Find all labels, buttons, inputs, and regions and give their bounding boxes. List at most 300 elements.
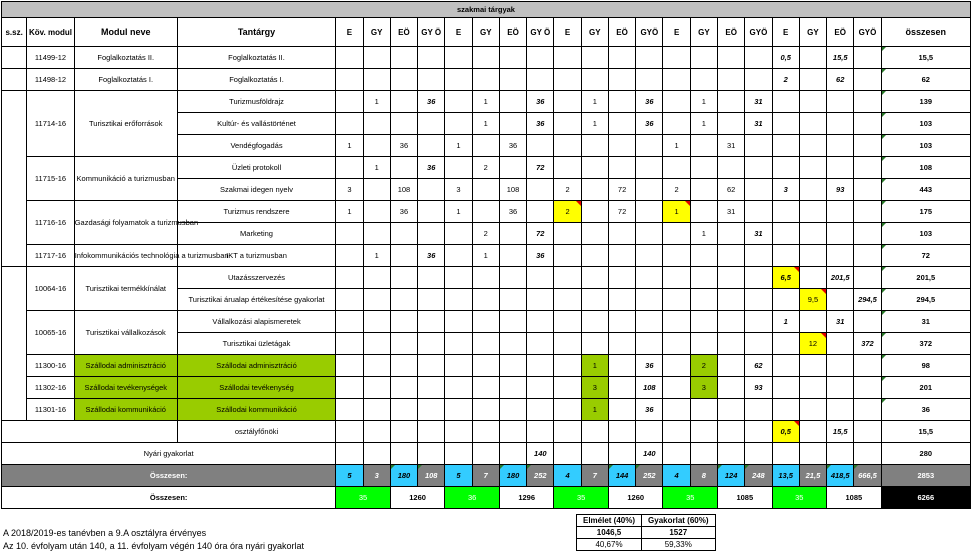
weekly-hours: 35	[663, 487, 718, 509]
hour-cell	[472, 179, 499, 201]
hour-cell	[663, 47, 690, 69]
sum-cell: 144	[608, 465, 635, 487]
table-row	[2, 355, 971, 377]
hour-cell	[554, 113, 581, 135]
hour-cell	[581, 179, 608, 201]
hour-cell	[663, 421, 690, 443]
hour-cell	[527, 333, 554, 355]
hour-cell: 0,5	[772, 421, 799, 443]
hour-cell	[772, 443, 799, 465]
hour-cell	[527, 311, 554, 333]
hour-cell	[799, 223, 826, 245]
hour-cell	[636, 333, 663, 355]
hour-cell	[745, 201, 772, 223]
hour-cell	[636, 201, 663, 223]
sum-cell: 13,5	[772, 465, 799, 487]
subject-name: Turizmus rendszere	[177, 201, 336, 223]
hour-cell	[718, 47, 745, 69]
hour-cell	[581, 245, 608, 267]
hour-cell	[418, 69, 445, 91]
hour-cell	[336, 69, 363, 91]
hour-cell	[445, 421, 472, 443]
hour-cell: 15,5	[827, 47, 854, 69]
hour-cell: 0,5	[772, 47, 799, 69]
hour-cell	[608, 289, 635, 311]
hour-cell: 1	[336, 135, 363, 157]
hour-cell: 108	[636, 377, 663, 399]
hour-cell	[363, 223, 390, 245]
hour-cell: 12	[799, 333, 826, 355]
hour-cell	[608, 91, 635, 113]
hour-cell	[854, 377, 881, 399]
hour-cell	[608, 267, 635, 289]
hour-cell	[554, 311, 581, 333]
header-col: GYÖ	[745, 18, 772, 47]
hour-cell	[827, 443, 854, 465]
hour-cell	[418, 47, 445, 69]
hour-cell	[827, 355, 854, 377]
hour-cell	[472, 311, 499, 333]
hour-cell: 9,5	[799, 289, 826, 311]
hour-cell	[854, 179, 881, 201]
hour-cell	[772, 135, 799, 157]
hour-cell	[636, 157, 663, 179]
hour-cell	[854, 443, 881, 465]
sum-cell: 5	[336, 465, 363, 487]
hour-cell	[472, 421, 499, 443]
hour-cell: 6,5	[772, 267, 799, 289]
hour-cell	[608, 355, 635, 377]
module-name: Turisztikai erőforrások	[74, 91, 177, 157]
hour-cell	[745, 179, 772, 201]
hour-cell	[363, 443, 390, 465]
hour-cell	[390, 267, 417, 289]
subject-name: Foglalkoztatás II.	[177, 47, 336, 69]
hour-cell: 2	[554, 179, 581, 201]
hour-cell	[363, 377, 390, 399]
hour-cell	[799, 135, 826, 157]
header-col: GY	[799, 18, 826, 47]
hour-cell	[608, 421, 635, 443]
hour-cell	[663, 267, 690, 289]
theory-header: Elmélet (40%)	[577, 515, 642, 527]
hour-cell	[472, 69, 499, 91]
theory-hours: 1046,5	[577, 527, 642, 539]
sum-cell: 7	[472, 465, 499, 487]
hour-cell	[363, 69, 390, 91]
hour-cell	[390, 355, 417, 377]
header-col: E	[445, 18, 472, 47]
hour-cell	[608, 377, 635, 399]
hour-cell: 201,5	[827, 267, 854, 289]
table-row	[2, 245, 971, 267]
hour-cell	[718, 443, 745, 465]
hour-cell	[418, 443, 445, 465]
hour-cell	[827, 245, 854, 267]
theory-practice-ratio	[576, 514, 716, 551]
hour-cell	[608, 47, 635, 69]
hour-cell	[445, 399, 472, 421]
hour-cell	[363, 179, 390, 201]
hour-cell	[827, 135, 854, 157]
subject-name: Üzleti protokoll	[177, 157, 336, 179]
hour-cell	[336, 223, 363, 245]
row-total: 62	[881, 69, 970, 91]
yearly-hours: 1085	[827, 487, 882, 509]
module-code: 11499-12	[27, 47, 74, 69]
hour-cell	[445, 443, 472, 465]
hour-cell	[799, 47, 826, 69]
hour-cell: 36	[418, 157, 445, 179]
hour-cell	[336, 245, 363, 267]
hour-cell	[827, 91, 854, 113]
table-row	[2, 157, 971, 179]
hour-cell	[690, 201, 717, 223]
header-col: E	[772, 18, 799, 47]
hour-cell	[718, 333, 745, 355]
hour-cell	[363, 355, 390, 377]
hour-cell: 31	[827, 311, 854, 333]
hour-cell	[854, 157, 881, 179]
hour-cell	[527, 267, 554, 289]
sum-cell: 108	[418, 465, 445, 487]
hour-cell	[472, 135, 499, 157]
theory-percent: 40,67%	[577, 539, 642, 551]
hour-cell: 36	[636, 355, 663, 377]
header-col: GY	[472, 18, 499, 47]
hour-cell	[827, 333, 854, 355]
hour-cell	[554, 355, 581, 377]
hour-cell	[527, 421, 554, 443]
hour-cell	[445, 91, 472, 113]
hour-cell: 36	[390, 201, 417, 223]
hour-cell	[390, 113, 417, 135]
weekly-hours: 36	[445, 487, 500, 509]
hour-cell	[527, 201, 554, 223]
hour-cell	[581, 333, 608, 355]
hour-cell: 1	[581, 113, 608, 135]
hour-cell: 1	[472, 245, 499, 267]
hour-cell	[418, 179, 445, 201]
module-name: Foglalkoztatás I.	[74, 69, 177, 91]
hour-cell	[554, 69, 581, 91]
ssz-cell	[2, 91, 27, 267]
hour-cell	[527, 179, 554, 201]
row-total: 103	[881, 223, 970, 245]
hour-cell	[854, 201, 881, 223]
hour-cell: 31	[718, 201, 745, 223]
hour-cell	[499, 333, 526, 355]
hour-cell	[772, 289, 799, 311]
module-code: 11301-16	[27, 399, 74, 421]
hour-cell	[418, 289, 445, 311]
module-code: 11498-12	[27, 69, 74, 91]
hour-cell: 3	[581, 377, 608, 399]
hour-cell	[690, 289, 717, 311]
hour-cell: 2	[554, 201, 581, 223]
module-code: 11715-16	[27, 157, 74, 201]
hour-cell	[445, 69, 472, 91]
hour-cell: 140	[636, 443, 663, 465]
hour-cell: 1	[445, 201, 472, 223]
header-col: GY Ö	[527, 18, 554, 47]
practice-header: Gyakorlat (60%)	[642, 515, 715, 527]
hour-cell	[418, 311, 445, 333]
hour-cell	[336, 443, 363, 465]
hour-cell	[636, 223, 663, 245]
hour-cell	[827, 157, 854, 179]
hour-cell	[336, 47, 363, 69]
hour-cell	[608, 157, 635, 179]
hour-cell	[554, 421, 581, 443]
hour-cell: 72	[527, 157, 554, 179]
hour-cell	[581, 289, 608, 311]
header-col: GYÖ	[854, 18, 881, 47]
row-total: 31	[881, 311, 970, 333]
hour-cell	[499, 421, 526, 443]
hour-cell	[799, 443, 826, 465]
table-row	[2, 377, 971, 399]
hour-cell	[499, 399, 526, 421]
hour-cell	[690, 135, 717, 157]
hour-cell	[554, 157, 581, 179]
weekly-hours: 35	[554, 487, 609, 509]
hour-cell	[608, 135, 635, 157]
hour-cell	[854, 311, 881, 333]
hour-cell	[472, 289, 499, 311]
hour-cell	[363, 289, 390, 311]
hour-cell	[827, 223, 854, 245]
hour-cell: 72	[527, 223, 554, 245]
hour-cell	[636, 135, 663, 157]
subject-name: Turisztikai üzletágak	[177, 333, 336, 355]
hour-cell: 1	[445, 135, 472, 157]
sum-cell: 418,5	[827, 465, 854, 487]
table-row	[2, 69, 971, 91]
module-name: Kommunikáció a turizmusban	[74, 157, 177, 201]
hour-cell	[663, 91, 690, 113]
weekly-hours: 35	[772, 487, 827, 509]
hour-cell	[390, 311, 417, 333]
hour-cell: 1	[663, 135, 690, 157]
hour-cell	[336, 377, 363, 399]
header-ssz: s.sz.	[2, 18, 27, 47]
hour-cell	[363, 113, 390, 135]
subject-name: Szállodai tevékenység	[177, 377, 336, 399]
subject-name: Szállodai kommunikáció	[177, 399, 336, 421]
hour-cell	[854, 223, 881, 245]
hour-cell	[663, 113, 690, 135]
hour-cell	[718, 113, 745, 135]
hour-cell: 2	[772, 69, 799, 91]
header-col: GY	[690, 18, 717, 47]
hour-cell	[554, 399, 581, 421]
practice-percent: 59,33%	[642, 539, 715, 551]
hour-cell	[581, 69, 608, 91]
hour-cell	[690, 443, 717, 465]
hour-cell	[472, 443, 499, 465]
hour-cell	[363, 201, 390, 223]
sum-cell: 248	[745, 465, 772, 487]
hour-cell	[772, 333, 799, 355]
hour-cell	[499, 355, 526, 377]
hour-cell	[636, 69, 663, 91]
row-total: 36	[881, 399, 970, 421]
table-row	[2, 47, 971, 69]
hour-cell	[445, 377, 472, 399]
hour-cell	[472, 47, 499, 69]
hour-cell	[445, 333, 472, 355]
hour-cell	[390, 443, 417, 465]
hour-cell	[854, 245, 881, 267]
module-code: 10065-16	[27, 311, 74, 355]
hour-cell	[690, 179, 717, 201]
hour-cell	[690, 267, 717, 289]
footnote-year: A 2018/2019-es tanévben a 9.A osztályra érvényes	[3, 528, 207, 538]
hour-cell	[663, 157, 690, 179]
hour-cell	[799, 377, 826, 399]
hour-cell	[527, 135, 554, 157]
yearly-hours: 1296	[499, 487, 554, 509]
header-col: GY	[581, 18, 608, 47]
hour-cell	[336, 421, 363, 443]
hour-cell	[799, 91, 826, 113]
sum-cell: 3	[363, 465, 390, 487]
module-code: 11717-16	[27, 245, 74, 267]
hour-cell	[608, 113, 635, 135]
hour-cell	[799, 245, 826, 267]
hour-cell	[772, 377, 799, 399]
hour-cell	[499, 289, 526, 311]
hour-cell: 1	[581, 399, 608, 421]
hour-cell	[445, 245, 472, 267]
hour-cell	[336, 267, 363, 289]
row-total: 280	[881, 443, 970, 465]
hour-cell	[445, 355, 472, 377]
module-code: 11716-16	[27, 201, 74, 245]
hour-cell	[718, 421, 745, 443]
hour-cell	[636, 179, 663, 201]
subject-name: Vendégfogadás	[177, 135, 336, 157]
hour-cell: 1	[663, 201, 690, 223]
hour-cell	[554, 333, 581, 355]
hour-cell	[418, 333, 445, 355]
hour-cell: 294,5	[854, 289, 881, 311]
hour-cell	[472, 201, 499, 223]
hour-cell: 108	[390, 179, 417, 201]
practice-hours: 1527	[642, 527, 715, 539]
hour-cell	[772, 245, 799, 267]
hour-cell	[472, 333, 499, 355]
hour-cell	[663, 443, 690, 465]
module-name: Szállodai kommunikáció	[74, 399, 177, 421]
module-code: 11302-16	[27, 377, 74, 399]
hour-cell	[581, 443, 608, 465]
hour-cell	[718, 245, 745, 267]
hour-cell: 62	[718, 179, 745, 201]
header-col: E	[554, 18, 581, 47]
hour-cell	[663, 69, 690, 91]
hour-cell	[363, 399, 390, 421]
hour-cell	[799, 399, 826, 421]
row-total: 72	[881, 245, 970, 267]
hour-cell	[527, 355, 554, 377]
curriculum-table	[1, 1, 971, 509]
hour-cell	[718, 157, 745, 179]
hour-cell: 2	[690, 355, 717, 377]
sum-cell: 124	[718, 465, 745, 487]
header-col: EÖ	[718, 18, 745, 47]
hour-cell	[608, 245, 635, 267]
hour-cell	[718, 267, 745, 289]
hour-cell	[554, 289, 581, 311]
hour-cell: 1	[363, 157, 390, 179]
subject-name: IKT a turizmusban	[177, 245, 336, 267]
hour-cell	[772, 355, 799, 377]
hour-cell	[690, 69, 717, 91]
hour-cell: 1	[581, 355, 608, 377]
module-name: Turisztikai vállalkozások	[74, 311, 177, 355]
hour-cell	[363, 311, 390, 333]
hour-cell	[663, 399, 690, 421]
hour-cell	[527, 377, 554, 399]
hour-cell: 1	[690, 113, 717, 135]
hour-cell	[336, 399, 363, 421]
sum-cell: 4	[663, 465, 690, 487]
hour-cell	[827, 377, 854, 399]
hour-cell	[554, 47, 581, 69]
hour-cell	[663, 311, 690, 333]
header-col: E	[663, 18, 690, 47]
hour-cell: 36	[499, 135, 526, 157]
hour-cell	[336, 355, 363, 377]
hour-cell: 372	[854, 333, 881, 355]
hour-cell	[390, 47, 417, 69]
hour-cell	[608, 69, 635, 91]
osztalyfonoki-label: osztályfőnöki	[177, 421, 336, 443]
hour-cell	[336, 91, 363, 113]
row-total: 372	[881, 333, 970, 355]
hour-cell	[690, 421, 717, 443]
hour-cell: 1	[363, 245, 390, 267]
hour-cell	[554, 377, 581, 399]
hour-cell: 3	[336, 179, 363, 201]
table-row	[2, 91, 971, 113]
module-code: 10064-16	[27, 267, 74, 311]
hour-cell: 15,5	[827, 421, 854, 443]
hour-cell	[745, 69, 772, 91]
hour-cell	[499, 311, 526, 333]
hour-cell: 1	[581, 91, 608, 113]
hour-cell	[745, 157, 772, 179]
hour-cell	[445, 267, 472, 289]
hour-cell: 31	[745, 223, 772, 245]
grand-total: 6266	[881, 487, 970, 509]
hour-cell	[636, 267, 663, 289]
sum-cell: 180	[390, 465, 417, 487]
hour-cell	[418, 355, 445, 377]
hour-cell	[418, 421, 445, 443]
hour-cell	[608, 333, 635, 355]
hour-cell	[445, 289, 472, 311]
hour-cell	[636, 421, 663, 443]
hour-cell	[554, 245, 581, 267]
hour-cell	[445, 223, 472, 245]
hour-cell	[718, 223, 745, 245]
yearly-hours: 1260	[390, 487, 445, 509]
hour-cell	[718, 69, 745, 91]
hour-cell	[745, 289, 772, 311]
